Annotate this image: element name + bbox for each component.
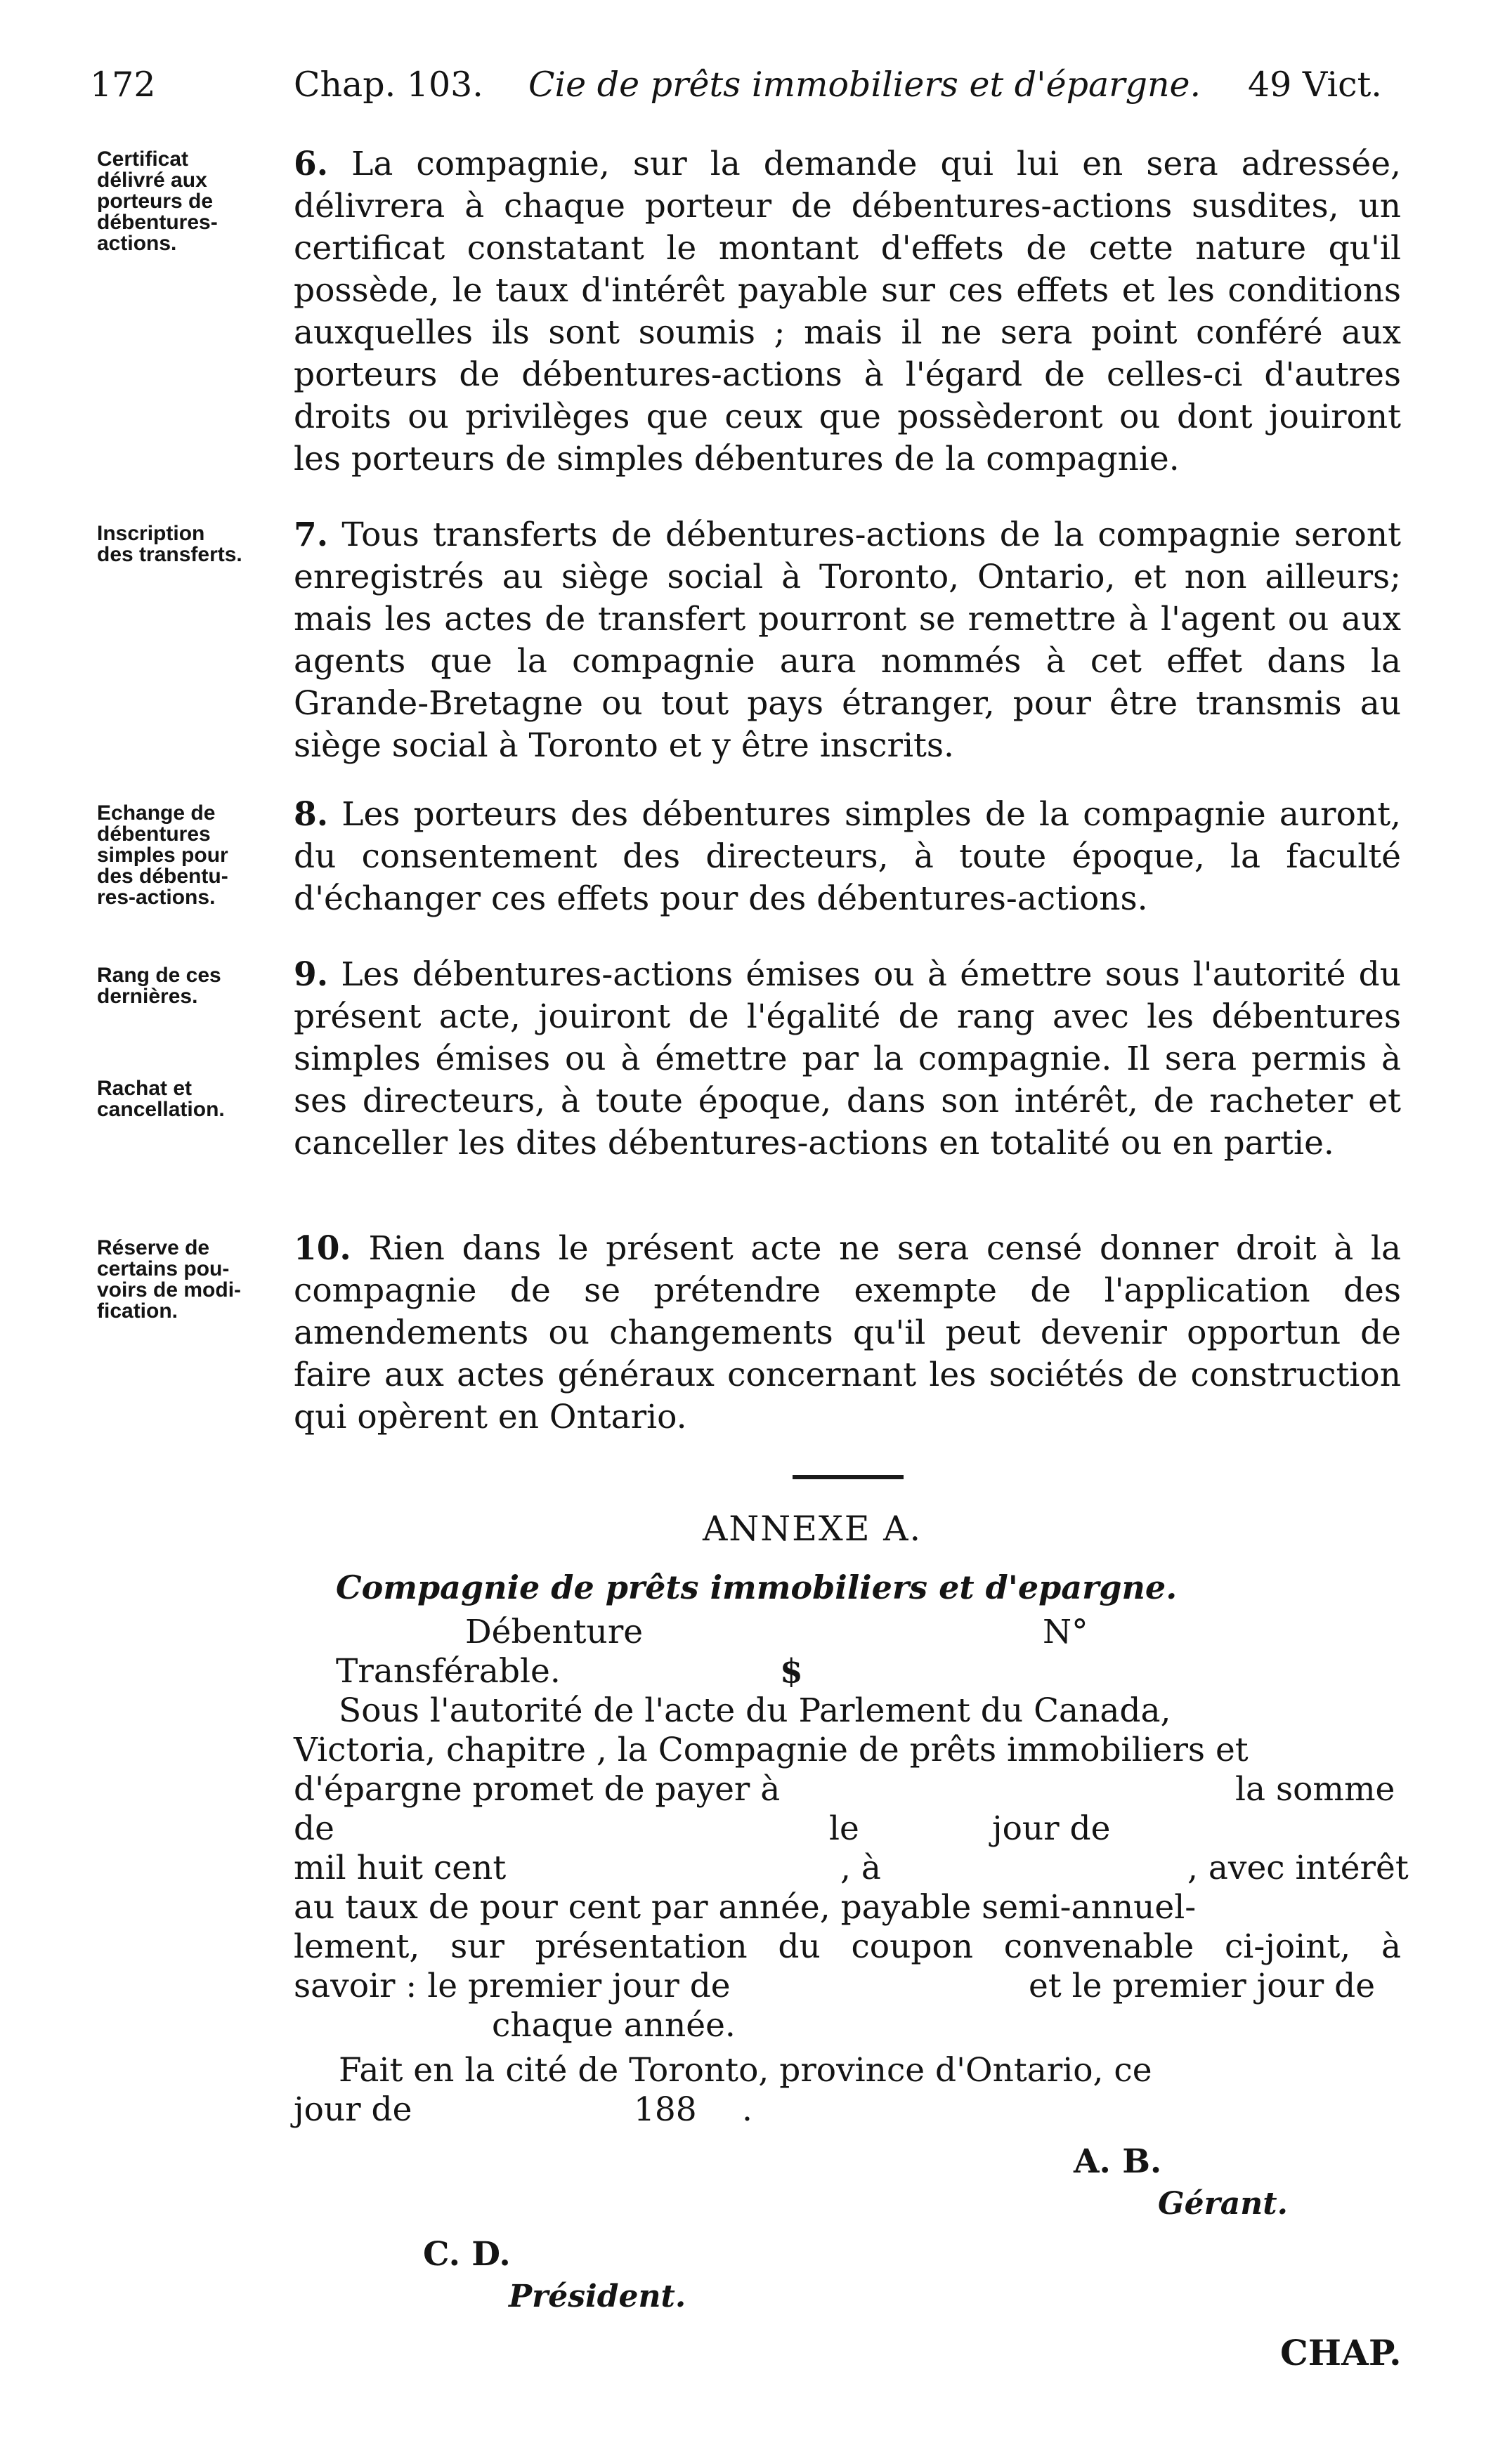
chapter-number: Chap. 103. — [294, 65, 483, 105]
annex-company-name: Compagnie de prêts immobiliers et d'epargne. — [336, 1568, 1178, 1606]
section-8-number: 8. — [294, 795, 329, 834]
annex-line-7: lement, sur présentation du coupon convenable ci-joint, à — [294, 1927, 1401, 1966]
section-7 — [294, 514, 1401, 767]
section-7-text: Tous transferts de débentures-actions de la compagnie seront enregistrés au siège social à Toronto, Ontario, et non ailleurs; mais les actes de transfert pourront se remettre à l'agent ou aux agents que la compagnie aura nommés à cet effet dans la Grande-Bretagne ou tout pays étranger, pour être transmis au siège social à Toronto et y être inscrits. — [294, 516, 1401, 765]
margin-note-rachat: Rachat et cancellation. — [97, 1077, 225, 1121]
annex-line-4-a: de — [294, 1809, 334, 1848]
annex-line-5-c: , avec intérêt — [1187, 1849, 1409, 1887]
running-title: Cie de prêts immobiliers et d'épargne. — [528, 65, 1201, 105]
annex-line-5-a: mil huit cent — [294, 1849, 507, 1887]
section-10-number: 10. — [294, 1229, 351, 1268]
section-9 — [294, 954, 1401, 1165]
annex-line-2: Victoria, chapitre , la Compagnie de prêts immobiliers et — [294, 1731, 1249, 1769]
annex-line-8-b: et le premier jour de — [1029, 1967, 1376, 2005]
section-7-number: 7. — [294, 516, 329, 554]
section-6-text: La compagnie, sur la demande qui lui en sera adressée, délivrera à chaque porteur de débentures-actions susdites, un certificat constatant le montant d'effets de cette nature qu'il possède, le taux d'intérêt payable sur ces effets et les conditions auxquelles ils sont soumis ; mais il ne sera point conféré aux porteurs de débentures-actions à l'égard de celles-ci d'autres droits ou privilèges que ceux que possèderont ou dont jouiront les porteurs de simples débentures de la compagnie. — [294, 145, 1401, 478]
margin-note-echange: Echange de débentures simples pour des débentu- res-actions. — [97, 801, 228, 909]
president-initials: C. D. — [423, 2235, 511, 2274]
manager-title: Gérant. — [1158, 2186, 1288, 2222]
section-divider — [793, 1475, 904, 1479]
annex-dollar-sign: $ — [780, 1652, 803, 1691]
manager-initials: A. B. — [1074, 2142, 1162, 2181]
annex-line-3-left: d'épargne promet de payer à — [294, 1770, 781, 1809]
regnal-year: 49 Vict. — [1248, 65, 1382, 105]
annex-title: ANNEXE A. — [703, 1509, 923, 1549]
annex-debenture-label: Débenture — [465, 1613, 644, 1651]
annex-line-1: Sous l'autorité de l'acte du Parlement du Canada, — [339, 1691, 1171, 1730]
annex-number-label: N° — [1043, 1613, 1088, 1651]
page-header — [0, 65, 1505, 121]
section-6-number: 6. — [294, 145, 329, 183]
annex-line-4-b: le — [829, 1809, 859, 1848]
section-6 — [294, 143, 1401, 480]
section-9-number: 9. — [294, 955, 329, 994]
margin-note-inscription: Inscription des transferts. — [97, 522, 242, 566]
annex-line-8-a: savoir : le premier jour de — [294, 1967, 731, 2005]
section-9-text: Les débentures-actions émises ou à émettre sous l'autorité du présent acte, jouiront de l'égalité de rang avec les débentures simples émises ou à émettre par la compagnie. Il sera permis à ses directeurs, à toute époque, dans son intérêt, de racheter et canceller les dites débentures-actions en totalité ou en partie. — [294, 955, 1401, 1162]
annex-line-11-b: 188 — [634, 2090, 697, 2129]
annex-transferable-label: Transférable. — [336, 1652, 561, 1691]
annex-line-4-c: jour de — [992, 1809, 1111, 1848]
margin-note-rang: Rang de ces dernières. — [97, 964, 221, 1008]
annex-line-5-b: , à — [840, 1849, 881, 1887]
margin-note-reserve: Réserve de certains pou- voirs de modi- fication. — [97, 1236, 242, 1323]
margin-note-certificat: Certificat délivré aux porteurs de débentures- actions. — [97, 148, 218, 255]
catchword: CHAP. — [1280, 2332, 1402, 2373]
annex-line-11-a: jour de — [294, 2090, 412, 2129]
section-8-text: Les porteurs des débentures simples de la compagnie auront, du consentement des directeurs, à toute époque, la faculté d'échanger ces effets pour des débentures-actions. — [294, 795, 1401, 918]
section-10-text: Rien dans le présent acte ne sera censé donner droit à la compagnie de se prétendre exempte de l'application des amendements ou changements qu'il peut devenir opportun de faire aux actes généraux concernant les sociétés de construction qui opèrent en Ontario. — [294, 1229, 1401, 1436]
section-10 — [294, 1228, 1401, 1439]
annex-line-11-c: . — [742, 2090, 752, 2129]
annex-line-6: au taux de pour cent par année, payable semi-annuel- — [294, 1888, 1197, 1927]
page-number: 172 — [90, 65, 156, 105]
section-8 — [294, 794, 1401, 920]
president-title: Président. — [509, 2279, 686, 2314]
annex-line-3-right: la somme — [1235, 1770, 1395, 1809]
annex-line-9: chaque année. — [492, 2006, 736, 2045]
annex-line-10: Fait en la cité de Toronto, province d'Ontario, ce — [339, 2051, 1152, 2090]
